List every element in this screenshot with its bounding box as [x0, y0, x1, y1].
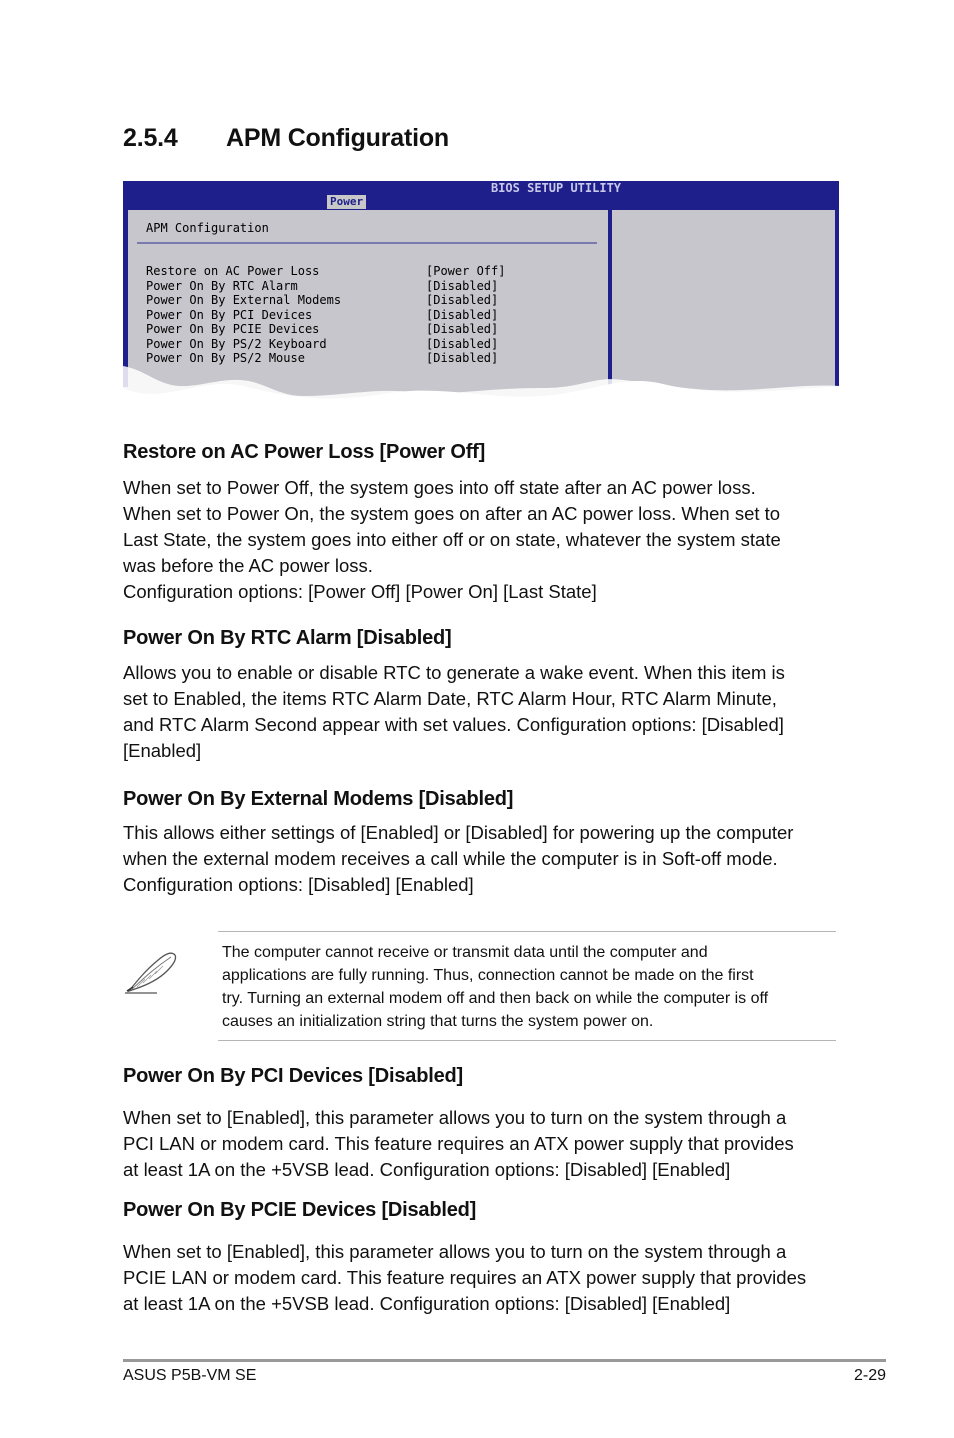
bios-row: [146, 337, 505, 352]
item-description: [123, 820, 843, 898]
note-bottom-rule: [218, 1040, 836, 1041]
bios-row-value: [Disabled]: [426, 307, 499, 322]
footer-rule: [123, 1359, 886, 1362]
text-line: at least 1A on the +5VSB lead. Configuration options: [Disabled] [Enabled]: [123, 1293, 731, 1314]
quill-pen-icon: [123, 943, 181, 995]
bios-row: [146, 308, 505, 323]
item-description: [123, 1105, 843, 1183]
text-line: at least 1A on the +5VSB lead. Configuration options: [Disabled] [Enabled]: [123, 1159, 731, 1180]
item-heading: Power On By External Modems [Disabled]: [123, 788, 514, 810]
text-line: When set to [Enabled], this parameter allows you to turn on the system through a: [123, 1241, 787, 1262]
text-line: try. Turning an external modem off and then back on while the computer is off: [222, 990, 769, 1007]
bios-row-label: Power On By PS/2 Keyboard: [146, 336, 327, 351]
note-box: [123, 931, 836, 1041]
text-line: PCIE LAN or modem card. This feature requires an ATX power supply that provides: [123, 1267, 807, 1288]
text-line: When set to [Enabled], this parameter allows you to turn on the system through a: [123, 1107, 787, 1128]
bios-row-value: [Power Off]: [426, 264, 506, 278]
text-line: Configuration options: [Power Off] [Power On] [Last State]: [123, 581, 597, 602]
note-text: [222, 941, 834, 1033]
item-description: [123, 1239, 843, 1317]
bios-settings-list: [146, 264, 505, 366]
text-line: PCI LAN or modem card. This feature requires an ATX power supply that provides: [123, 1133, 794, 1154]
item-description: [123, 475, 843, 605]
bios-row-value: [Disabled]: [426, 322, 499, 336]
bios-row-label: Power On By RTC Alarm: [146, 278, 298, 293]
bios-row-label: Power On By PCI Devices: [146, 307, 313, 322]
bios-menu-heading: APM Configuration: [146, 221, 269, 235]
text-line: When set to Power On, the system goes on after an AC power loss. When set to: [123, 503, 781, 524]
bios-row-label: Power On By PS/2 Mouse: [146, 351, 305, 365]
text-line: Last State, the system goes into either off or on state, whatever the system state: [123, 529, 781, 550]
text-line: Configuration options: [Disabled] [Enabled]: [123, 874, 474, 895]
bios-screenshot: [123, 181, 839, 413]
section-number: 2.5.4: [123, 124, 178, 152]
item-heading: Restore on AC Power Loss [Power Off]: [123, 441, 486, 463]
item-heading: Power On By PCI Devices [Disabled]: [123, 1065, 463, 1087]
item-description: [123, 660, 843, 764]
footer-product-name: ASUS P5B-VM SE: [123, 1367, 257, 1384]
torn-edge-graphic: [123, 366, 839, 413]
text-line: [Enabled]: [123, 740, 202, 761]
section-heading: APM Configuration: [226, 124, 449, 152]
bios-tab-power: Power: [327, 195, 366, 209]
bios-row-label: Power On By PCIE Devices: [146, 322, 320, 336]
note-top-rule: [218, 931, 836, 932]
text-line: This allows either settings of [Enabled] or [Disabled] for powering up the computer: [123, 822, 794, 843]
bios-row-value: [Disabled]: [426, 336, 499, 351]
bios-row: [146, 279, 505, 294]
bios-row: [146, 322, 505, 337]
text-line: was before the AC power loss.: [123, 555, 373, 576]
text-line: The computer cannot receive or transmit data until the computer and: [222, 944, 708, 961]
text-line: and RTC Alarm Second appear with set values. Configuration options: [Disabled]: [123, 714, 784, 735]
text-line: When set to Power Off, the system goes into off state after an AC power loss.: [123, 477, 756, 498]
footer-page-number: 2-29: [853, 1367, 886, 1384]
text-line: causes an initialization string that turns the system power on.: [222, 1013, 654, 1030]
bios-row-value: [Disabled]: [426, 351, 499, 365]
bios-row-label: Power On By External Modems: [146, 293, 342, 307]
item-heading: Power On By RTC Alarm [Disabled]: [123, 627, 452, 649]
bios-row-label: Restore on AC Power Loss: [146, 264, 320, 278]
text-line: Allows you to enable or disable RTC to generate a wake event. When this item is: [123, 662, 785, 683]
bios-right-border: [835, 210, 839, 387]
text-line: when the external modem receives a call while the computer is in Soft-off mode.: [123, 848, 778, 869]
bios-row: [146, 264, 505, 279]
bios-row: [146, 293, 505, 308]
bios-header-bar: [123, 181, 839, 210]
bios-utility-title: BIOS SETUP UTILITY: [490, 181, 622, 195]
bios-row: [146, 351, 505, 366]
bios-left-border: [123, 210, 128, 387]
section-title: [123, 124, 449, 153]
bios-row-value: [Disabled]: [426, 278, 499, 293]
bios-row-value: [Disabled]: [426, 293, 499, 307]
text-line: set to Enabled, the items RTC Alarm Date, RTC Alarm Hour, RTC Alarm Minute,: [123, 688, 777, 709]
item-heading: Power On By PCIE Devices [Disabled]: [123, 1199, 477, 1221]
text-line: applications are fully running. Thus, connection cannot be made on the first: [222, 967, 754, 984]
